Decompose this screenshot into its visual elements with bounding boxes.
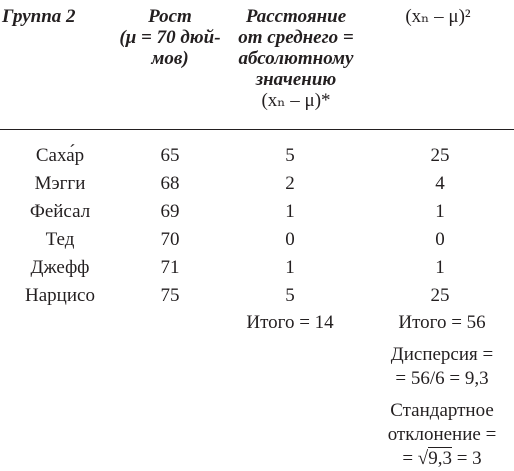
stddev-result: = 3 — [451, 448, 482, 469]
cell-height: 70 — [160, 229, 180, 250]
cell-distance: 5 — [285, 285, 295, 306]
cell-name: Фейсал — [29, 201, 91, 222]
header-distance-line3: абсолютному — [238, 48, 354, 69]
stddev-line3 — [370, 447, 514, 471]
cell-squared: 1 — [435, 201, 445, 222]
cell-squared: 25 — [430, 285, 450, 306]
cell-name: Тед — [45, 229, 75, 250]
table-row — [0, 282, 514, 310]
distance-total — [230, 311, 350, 335]
squared-totals — [370, 311, 514, 471]
header-height — [116, 6, 224, 69]
stddev-prefix: = — [402, 448, 418, 469]
cell-squared: 1 — [435, 257, 445, 278]
cell-distance: 1 — [285, 201, 295, 222]
cell-distance: 0 — [285, 229, 295, 250]
table-row — [0, 226, 514, 254]
table-row — [0, 142, 514, 170]
header-distance-formula: (xₙ – μ)* — [261, 90, 331, 111]
cell-height: 65 — [160, 145, 180, 166]
table-row — [0, 254, 514, 282]
header-group — [2, 6, 114, 27]
stddev-line2: отклонение = — [387, 424, 497, 445]
cell-name: Мэгги — [34, 173, 86, 194]
distance-total-text: Итого = 14 — [246, 312, 334, 333]
cell-squared: 25 — [430, 145, 450, 166]
header-squared — [376, 6, 500, 27]
cell-distance: 1 — [285, 257, 295, 278]
cell-height: 68 — [160, 173, 180, 194]
header-distance-line2: от среднего = — [238, 27, 354, 48]
stddev-line1: Стандартное — [390, 400, 494, 421]
sqrt-radicand: 9,3 — [428, 448, 452, 469]
cell-name: Саха́р — [35, 145, 85, 166]
variance-line1: Дисперсия = — [390, 344, 494, 365]
spacer — [370, 391, 514, 399]
cell-name: Джефф — [30, 257, 90, 278]
cell-name: Нарцисо — [25, 285, 95, 306]
header-distance-line1: Расстояние — [245, 6, 347, 27]
variance-line2: = 56/6 = 9,3 — [395, 368, 489, 389]
header-distance-line4: значению — [255, 69, 337, 90]
spacer — [370, 335, 514, 343]
cell-distance: 5 — [285, 145, 295, 166]
cell-squared: 0 — [435, 229, 445, 250]
header-height-line1: Рост — [148, 6, 192, 27]
data-rows — [0, 142, 514, 310]
header-height-line2: (μ = 70 дюй- — [119, 27, 221, 48]
table-row — [0, 170, 514, 198]
sqrt-icon: √ — [417, 448, 429, 469]
header-distance — [222, 6, 370, 111]
cell-height: 71 — [160, 257, 180, 278]
header-height-line3: мов) — [151, 48, 189, 69]
sqrt-expression — [418, 447, 452, 471]
table-row — [0, 198, 514, 226]
header-divider — [0, 129, 514, 130]
squared-total-text: Итого = 56 — [398, 312, 486, 333]
cell-distance: 2 — [285, 173, 295, 194]
cell-squared: 4 — [435, 173, 445, 194]
cell-height: 75 — [160, 285, 180, 306]
header-squared-formula: (xₙ – μ)² — [405, 6, 471, 27]
header-group-label: Группа 2 — [2, 6, 76, 27]
cell-height: 69 — [160, 201, 180, 222]
